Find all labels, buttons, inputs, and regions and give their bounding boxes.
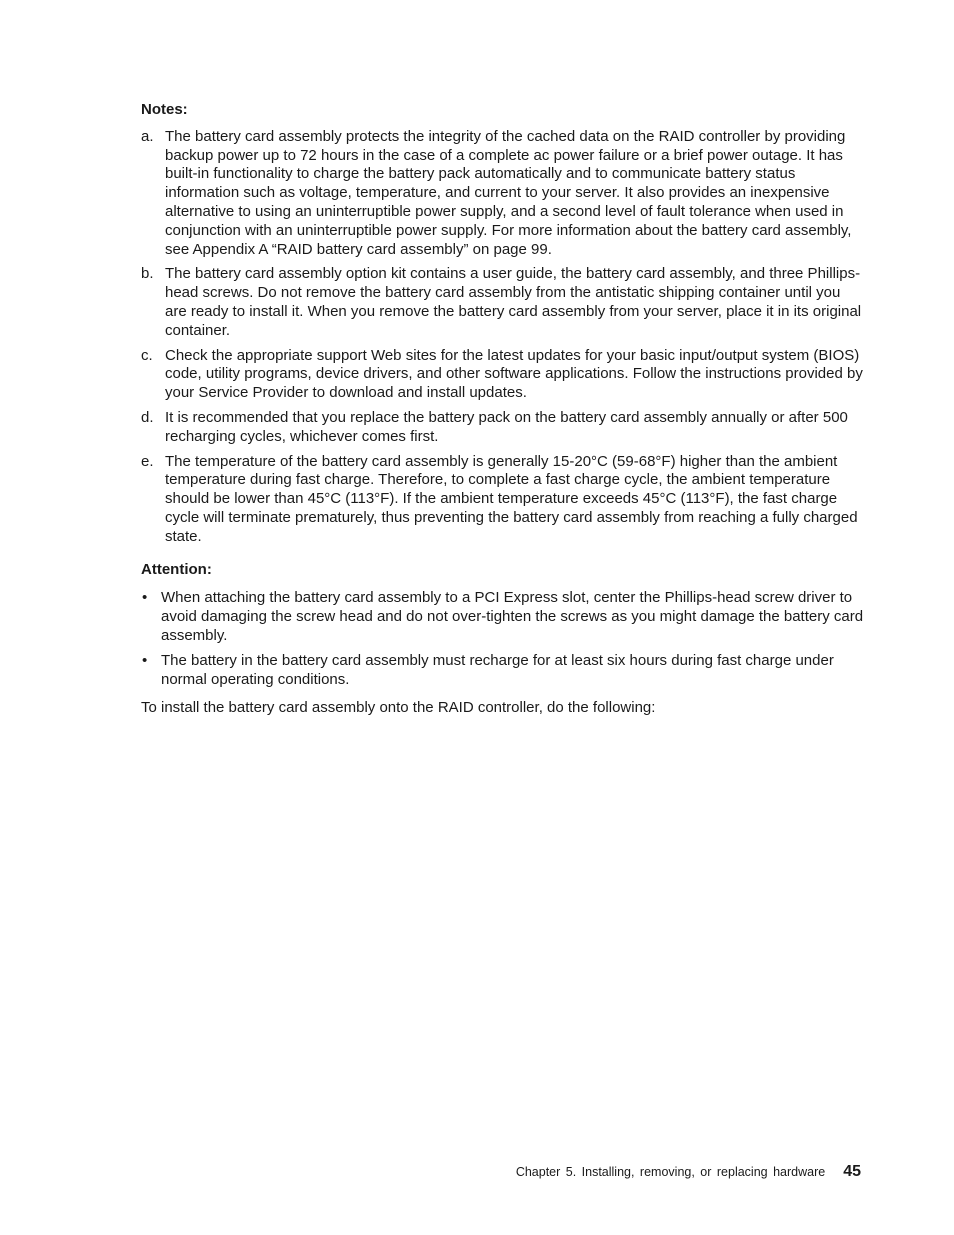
attention-list (141, 589, 865, 689)
note-marker: a. (141, 127, 154, 145)
note-text: The temperature of the battery card assembly is generally 15-20°C (59-68°F) higher than the ambient temperature during fast charge. Therefore, to complete a fast charge cycle, the ambient temperature should be lower than 45°C (113°F). If the ambient temperature exceeds 45°C (113°F), the fast charge cycle will terminate prematurely, thus preventing the battery card assembly from reaching a fully charged state. (165, 452, 858, 545)
note-text: The battery card assembly option kit contains a user guide, the battery card assembly, and three Phillips-head screws. Do not remove the battery card assembly from the antistatic shipping container until you are ready to install it. When you remove the battery card assembly from your server, place it in its original container. (165, 265, 862, 339)
attention-text: When attaching the battery card assembly to a PCI Express slot, center the Phillips-head screw driver to avoid damaging the screw head and do not over-tighten the screws as you might damage the battery card assembly. (161, 589, 864, 644)
note-item-a (141, 128, 865, 260)
attention-text: The battery in the battery card assembly must recharge for at least six hours during fast charge under normal operating conditions. (161, 651, 834, 688)
note-item-c (141, 347, 865, 403)
bullet-icon: • (142, 589, 148, 607)
note-item-b (141, 265, 865, 340)
note-text: Check the appropriate support Web sites for the latest updates for your basic input/output system (BIOS) code, utility programs, device drivers, and other software applications. Follow the instructions provided by your Service Provider to download and install updates. (165, 346, 863, 402)
note-marker: e. (141, 452, 154, 470)
page-number: 45 (843, 1163, 861, 1180)
note-item-e (141, 453, 865, 547)
attention-item (141, 652, 865, 690)
note-item-d (141, 409, 865, 447)
install-intro: To install the battery card assembly onto the RAID controller, do the following: (141, 699, 656, 717)
bullet-icon: • (142, 651, 148, 669)
page-footer (516, 1163, 861, 1181)
footer-chapter-title: Chapter 5. Installing, removing, or replacing hardware (515, 1165, 826, 1179)
notes-list (141, 128, 865, 547)
note-marker: c. (141, 346, 153, 364)
note-text: It is recommended that you replace the battery pack on the battery card assembly annually or after 500 recharging cycles, whichever comes first. (165, 408, 848, 445)
attention-item (141, 589, 865, 645)
note-marker: b. (141, 265, 154, 283)
page-content (141, 101, 865, 718)
note-marker: d. (141, 408, 154, 426)
attention-heading: Attention: (141, 560, 212, 578)
notes-heading: Notes: (141, 101, 188, 118)
note-text: The battery card assembly protects the integrity of the cached data on the RAID controller by providing backup power up to 72 hours in the case of a complete ac power failure or a brief power outage. It has built-in functionality to charge the battery pack automatically and to communicate battery status information such as voltage, temperature, and current to your server. It also provides an inexpensive alternative to using an uninterruptible power supply, and a second level of fault tolerance when used in conjunction with an uninterruptible power supply. For more information about the battery card assembly, see Appendix A “RAID battery card assembly” on page 99. (165, 127, 852, 258)
